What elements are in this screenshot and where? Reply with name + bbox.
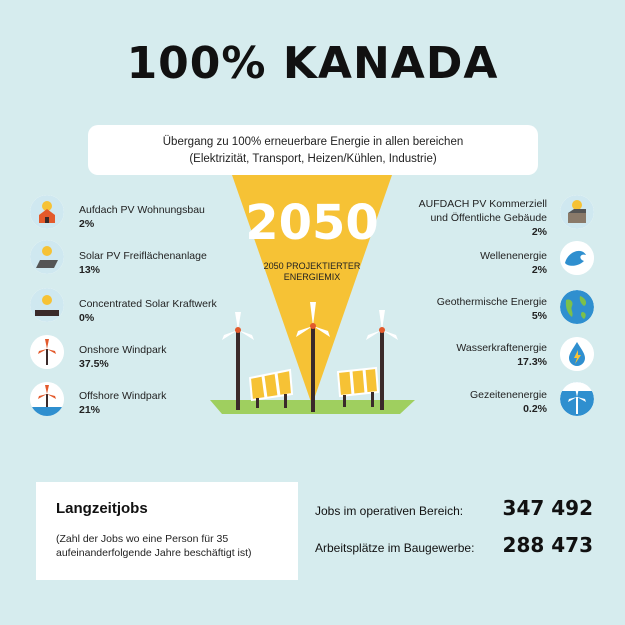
- construction-jobs-value: 288 473: [502, 533, 593, 557]
- right-item-0-value: 2%: [531, 226, 547, 238]
- globe-icon: [560, 290, 594, 324]
- right-item-1: [400, 249, 547, 277]
- left-item-3-label: Onshore Windpark: [79, 344, 167, 356]
- right-item-4-label: Gezeitenenergie: [469, 389, 547, 401]
- right-item-2-value: 5%: [531, 310, 547, 322]
- operational-jobs-label: Jobs im operativen Bereich:: [315, 504, 464, 518]
- subtitle-line-2: (Elektrizität, Transport, Heizen/Kühlen, Industrie): [189, 153, 437, 165]
- subtitle-line-1: Übergang zu 100% erneuerbare Energie in allen bereichen: [162, 136, 464, 148]
- left-item-4: [79, 389, 166, 417]
- right-item-1-label: Wellenenergie: [480, 250, 547, 262]
- left-item-2-label: Concentrated Solar Kraftwerk: [79, 298, 217, 310]
- right-item-1-value: 2%: [531, 264, 547, 276]
- right-item-2-label: Geothermische Energie: [436, 296, 547, 308]
- water-drop-icon: [560, 337, 594, 371]
- left-item-1-value: 13%: [79, 264, 101, 276]
- right-item-4: [400, 388, 547, 416]
- page-title: 100% KANADA: [126, 38, 499, 89]
- energy-mix-label-line-2: ENERGIEMIX: [283, 272, 341, 282]
- onshore-wind-icon: [30, 335, 64, 369]
- right-item-3-value: 17.3%: [517, 356, 547, 368]
- jobs-title: Langzeitjobs: [56, 500, 148, 517]
- tidal-turbine-icon: [560, 382, 594, 416]
- concentrated-solar-icon: [30, 288, 64, 322]
- subtitle-box: [88, 125, 538, 175]
- left-item-1: [79, 249, 207, 277]
- right-item-4-value: 0.2%: [523, 403, 547, 415]
- operational-jobs-value: 347 492: [502, 496, 593, 520]
- left-item-1-label: Solar PV Freiflächenanlage: [79, 250, 207, 262]
- left-item-0-label: Aufdach PV Wohnungsbau: [79, 204, 205, 216]
- house-solar-icon: [30, 195, 64, 229]
- left-item-4-value: 21%: [79, 404, 101, 416]
- wave-icon: [560, 241, 594, 275]
- right-item-0-label-line-2: und Öffentliche Gebäude: [430, 212, 547, 224]
- right-item-3-label: Wasserkraftenergie: [456, 342, 547, 354]
- solar-panel-icon: [30, 240, 64, 274]
- wind-turbine-left: [222, 312, 254, 410]
- left-item-2: [79, 297, 217, 325]
- wind-turbine-right: [366, 310, 398, 410]
- jobs-note: (Zahl der Jobs wo eine Person für 35 aufeinanderfolgende Jahre beschäftigt ist): [56, 533, 252, 559]
- right-item-0-label-line-1: AUFDACH PV Kommerziell: [418, 198, 547, 210]
- target-year: 2050: [245, 195, 379, 251]
- long-term-jobs-box: [36, 482, 298, 580]
- building-solar-icon: [560, 195, 594, 229]
- left-item-3: [79, 343, 167, 371]
- left-item-4-label: Offshore Windpark: [79, 390, 167, 402]
- energy-mix-label: [248, 261, 376, 283]
- construction-jobs-label: Arbeitsplätze im Baugewerbe:: [315, 541, 475, 555]
- right-item-0: [400, 197, 547, 239]
- right-item-2: [400, 295, 547, 323]
- left-item-2-value: 0%: [79, 312, 95, 324]
- right-item-3: [400, 341, 547, 369]
- left-item-3-value: 37.5%: [79, 358, 109, 370]
- left-item-0: [79, 203, 205, 231]
- left-item-0-value: 2%: [79, 218, 95, 230]
- offshore-wind-icon: [30, 382, 64, 416]
- energy-mix-label-line-1: 2050 PROJEKTIERTER: [263, 261, 361, 271]
